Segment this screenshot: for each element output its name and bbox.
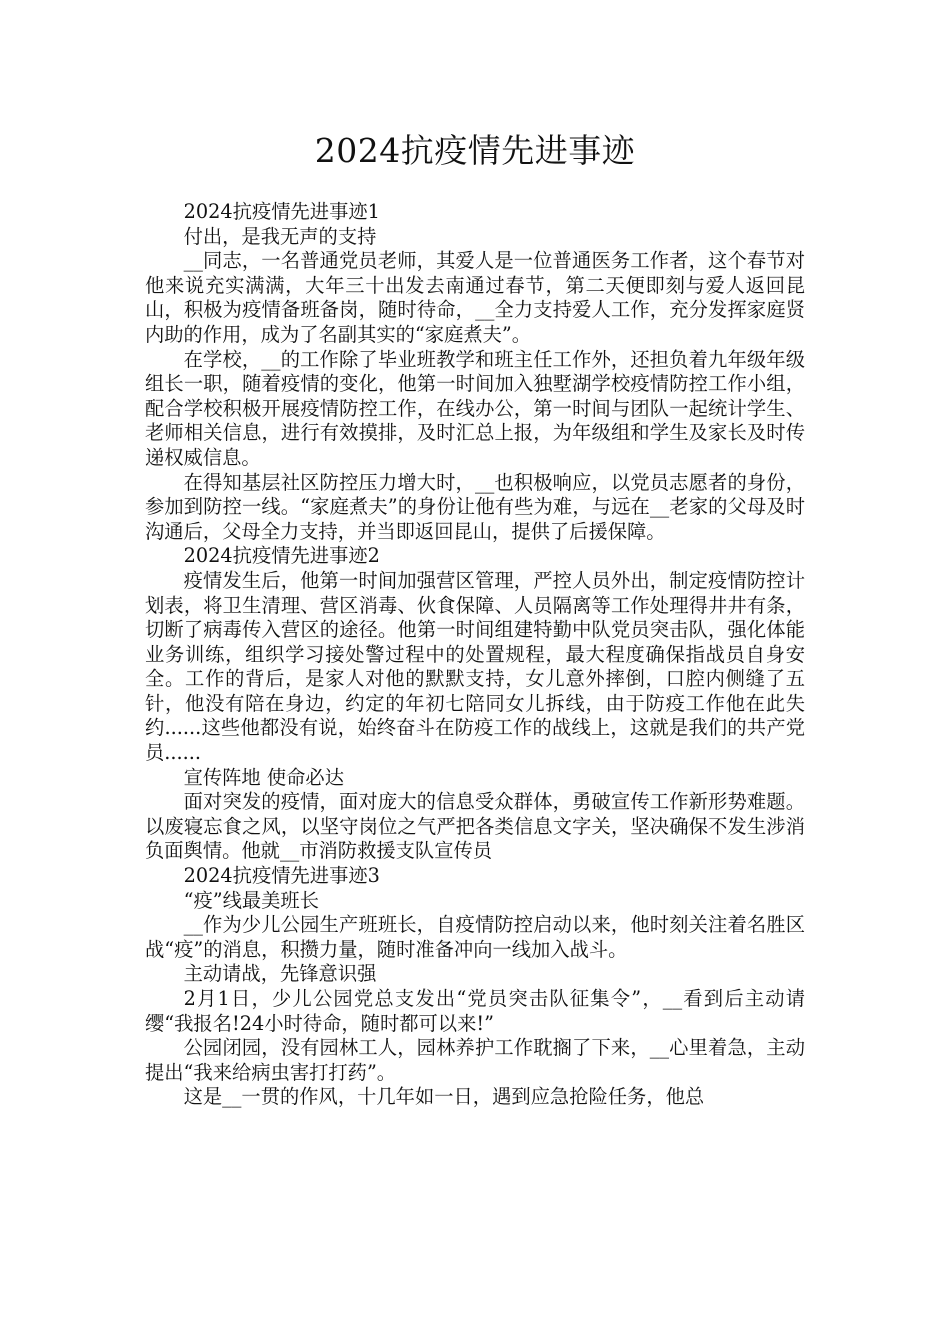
section-heading: 2024抗疫情先进事迹2 — [183, 544, 380, 568]
subsection-heading: “疫”线最美班长 — [183, 888, 319, 912]
body-paragraph: 在学校，__的工作除了毕业班教学和班主任工作外，还担负着九年级年级组长一职，随着疫情的变化，他第一时间加入独墅湖学校疫情防控工作小组，配合学校积极开展疫情防控工作，在线办公，第一时间与团队一起统计学生、老师相关信息，进行有效摸排，及时汇总上报，为年级组和学生及家长及时传递权威信息。 — [145, 347, 805, 469]
body-paragraph: __同志，一名普通党员老师，其爱人是一位普通医务工作者，这个春节对他来说充实满满，大年三十出发去南通过春节，第二天便即刻与爱人返回昆山，积极为疫情备班备岗，随时待命，__全力支持爱人工作，充分发挥家庭贤内助的作用，成为了名副其实的“家庭煮夫”。 — [145, 249, 805, 346]
subsection-heading: 付出，是我无声的支持 — [183, 224, 377, 248]
body-paragraph: 面对突发的疫情，面对庞大的信息受众群体，勇破宣传工作新形势难题。以废寝忘食之风，以坚守岗位之气严把各类信息文字关，坚决确保不发生涉消负面舆情。他就__市消防救援支队宣传员 — [145, 790, 805, 863]
section-heading: 2024抗疫情先进事迹3 — [183, 864, 380, 888]
body-paragraph: 2月1日，少儿公园党总支发出“党员突击队征集令”，__看到后主动请缨“我报名!24小时待命，随时都可以来!” — [145, 987, 805, 1035]
subsection-heading: 宣传阵地 使命必达 — [183, 765, 344, 789]
body-paragraph: __作为少儿公园生产班班长，自疫情防控启动以来，他时刻关注着名胜区战“疫”的消息，积攒力量，随时准备冲向一线加入战斗。 — [145, 913, 805, 961]
document-title: 2024抗疫情先进事迹 — [314, 131, 636, 170]
subsection-heading: 主动请战，先锋意识强 — [183, 962, 377, 986]
section-heading: 2024抗疫情先进事迹1 — [183, 200, 380, 223]
body-paragraph: 公园闭园，没有园林工人，园林养护工作耽搁了下来，__心里着急，主动提出“我来给病虫害打打药”。 — [145, 1036, 805, 1084]
document-body — [145, 200, 805, 1110]
body-paragraph: 这是__一贯的作风，十几年如一日，遇到应急抢险任务，他总 — [183, 1085, 705, 1109]
body-paragraph: 疫情发生后，他第一时间加强营区管理，严控人员外出，制定疫情防控计划表，将卫生清理、营区消毒、伙食保障、人员隔离等工作处理得井井有条，切断了病毒传入营区的途径。他第一时间组建特勤中队党员突击队，强化体能业务训练，组织学习接处警过程中的处置规程，最大程度确保指战员自身安全。工作的背后，是家人对他的默默支持，女儿意外摔倒，口腔内侧缝了五针，他没有陪在身边，约定的年初七陪同女儿拆线，由于防疫工作他在此失约......这些他都没有说，始终奋斗在防疫工作的战线上，这就是我们的共产党员...... — [145, 568, 805, 765]
body-paragraph: 在得知基层社区防控压力增大时，__也积极响应，以党员志愿者的身份，参加到防控一线。“家庭煮夫”的身份让他有些为难，与远在__老家的父母及时沟通后，父母全力支持，并当即返回昆山，提供了后援保障。 — [145, 470, 805, 543]
